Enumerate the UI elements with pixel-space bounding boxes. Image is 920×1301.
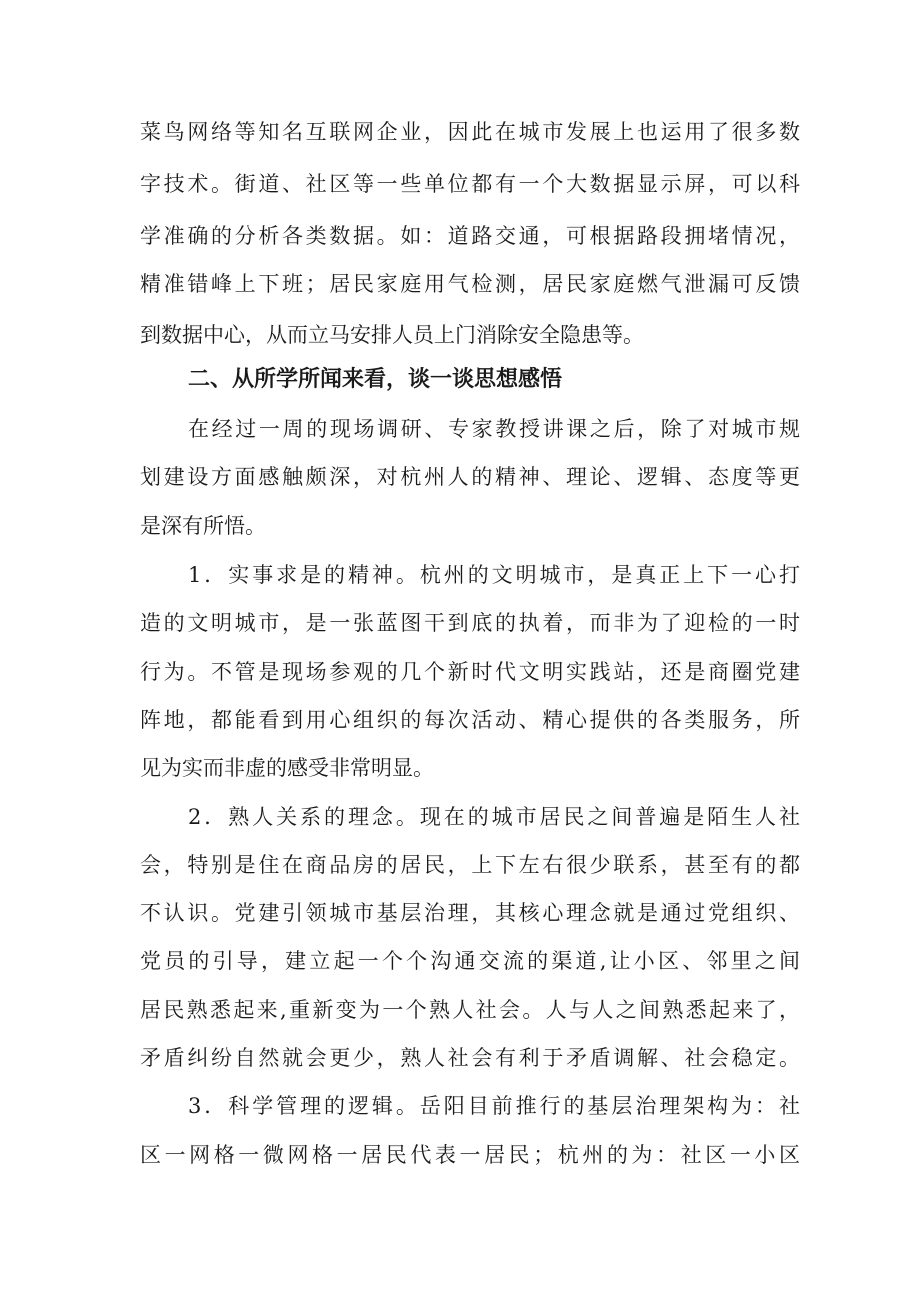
list-item-line: 造的文明城市，是一张蓝图干到底的执着，而非为了迎检的一时 <box>140 611 800 635</box>
paragraph-line: 到数据中心，从而立马安排人员上门消除安全隐患等。 <box>140 323 644 347</box>
list-item-line: 不认识。党建引领城市基层治理，其核心理念就是通过党组织、 <box>140 901 800 925</box>
list-item-line: 矛盾纠纷自然就会更少，熟人社会有利于矛盾调解、社会稳定。 <box>140 1046 800 1070</box>
paragraph-line: 精准错峰上下班；居民家庭用气检测，居民家庭燃气泄漏可反馈 <box>140 272 800 296</box>
list-item-line: 1．实事求是的精神。杭州的文明城市，是真正上下一心打 <box>188 563 800 587</box>
paragraph-line: 菜鸟网络等知名互联网企业，因此在城市发展上也运用了很多数 <box>140 120 800 144</box>
list-item-line: 阵地，都能看到用心组织的每次活动、精心提供的各类服务，所 <box>140 708 800 732</box>
paragraph-line: 划建设方面感触颇深，对杭州人的精神、理论、逻辑、态度等更 <box>140 465 800 489</box>
list-item-line: 见为实而非虚的感受非常明显。 <box>140 756 434 780</box>
paragraph-line: 字技术。街道、社区等一些单位都有一个大数据显示屏，可以科 <box>140 172 800 196</box>
paragraph-line: 是深有所悟。 <box>140 514 266 538</box>
list-item-line: 党员的引导，建立起一个个沟通交流的渠道,让小区、邻里之间 <box>140 949 800 973</box>
paragraph-line: 学准确的分析各类数据。如：道路交通，可根据路段拥堵情况， <box>140 224 800 248</box>
section-heading: 二、从所学所闻来看，谈一谈思想感悟 <box>188 367 563 392</box>
list-item-line: 3．科学管理的逻辑。岳阳目前推行的基层治理架构为：社 <box>188 1094 800 1118</box>
list-item-line: 区一网格一微网格一居民代表一居民；杭州的为：社区一小区 <box>140 1143 800 1167</box>
list-item-line: 2．熟人关系的理念。现在的城市居民之间普遍是陌生人社 <box>188 805 800 829</box>
paragraph-line: 在经过一周的现场调研、专家教授讲课之后，除了对城市规 <box>188 417 800 441</box>
list-item-line: 行为。不管是现场参观的几个新时代文明实践站，还是商圈党建 <box>140 660 800 684</box>
list-item-line: 居民熟悉起来,重新变为一个熟人社会。人与人之间熟悉起来了， <box>140 998 800 1022</box>
list-item-line: 会，特别是住在商品房的居民，上下左右很少联系，甚至有的都 <box>140 853 800 877</box>
